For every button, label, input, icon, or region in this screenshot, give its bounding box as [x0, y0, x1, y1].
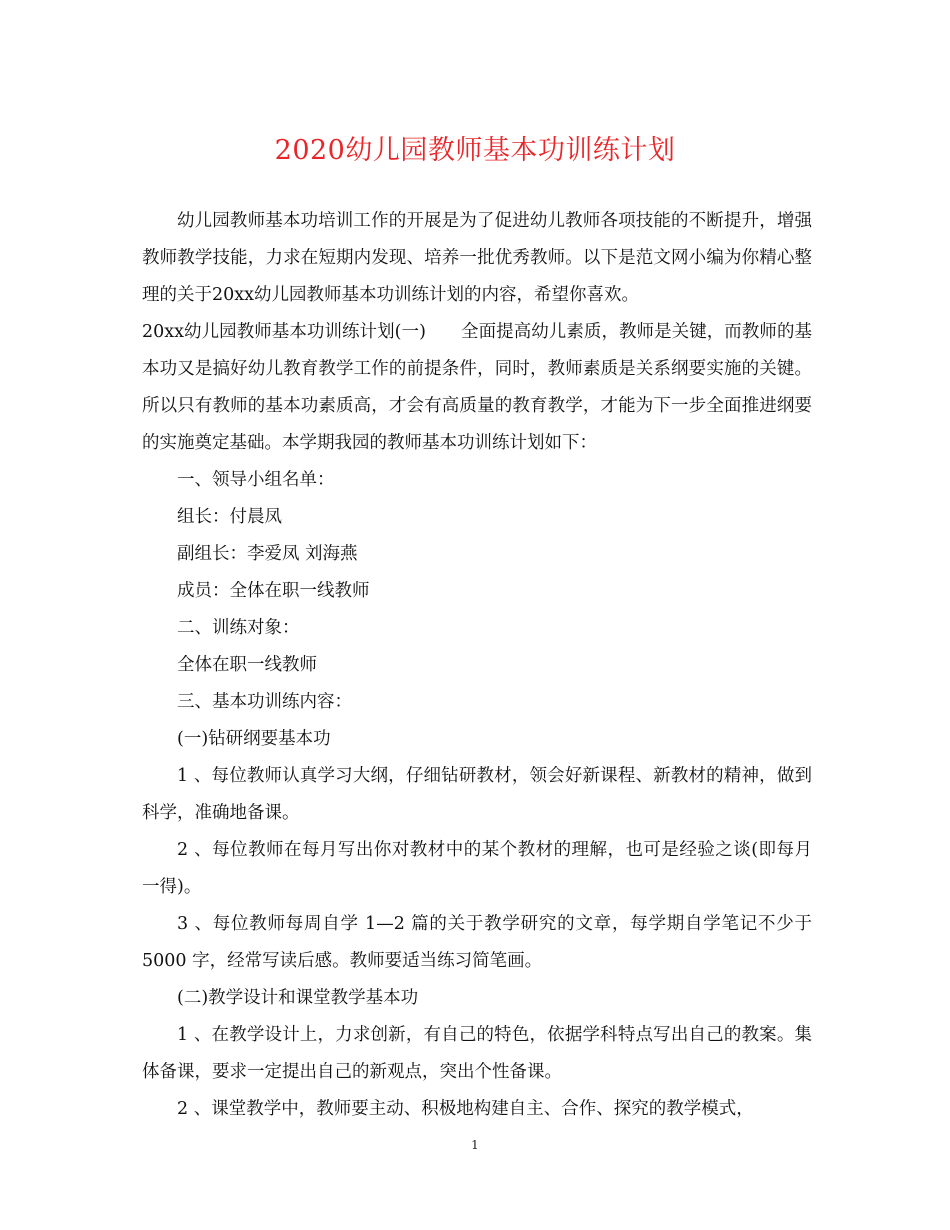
- subsection-heading-2: (二)教学设计和课堂教学基本功: [177, 988, 419, 1008]
- section-heading-targets: 二、训练对象：: [177, 618, 300, 638]
- section-heading-content: 三、基本功训练内容：: [177, 692, 352, 712]
- page-number: 1: [471, 1138, 479, 1152]
- list-item-2-1: 1 、在教学设计上，力求创新，有自己的特色，依据学科特点写出自己的教案。集体备课，要求一定提出自己的新观点，突出个性备课。: [142, 1025, 812, 1082]
- list-item-1-3: 3 、每位教师每周自学 1—2 篇的关于教学研究的文章，每学期自学笔记不少于 5000 字，经常写读后感。教师要适当练习简笔画。: [142, 914, 812, 971]
- paragraph-targets: 全体在职一线教师: [177, 655, 317, 675]
- paragraph-intro: 幼儿园教师基本功培训工作的开展是为了促进幼儿教师各项技能的不断提升，增强教师教学技能，力求在短期内发现、培养一批优秀教师。以下是范文网小编为你精心整理的关于20xx幼儿园教师基本功训练计划的内容，希望你喜欢。: [142, 211, 812, 305]
- paragraph-plan-intro: 20xx幼儿园教师基本功训练计划(一) 全面提高幼儿素质，教师是关键，而教师的基本功又是搞好幼儿教育教学工作的前提条件，同时，教师素质是关系纲要实施的关键。所以只有教师的基本功素质高，才会有高质量的教育教学，才能为下一步全面推进纲要的实施奠定基础。本学期我园的教师基本功训练计划如下：: [142, 322, 812, 453]
- document-body: [142, 203, 812, 1128]
- list-item-deputy-leader: 副组长：李爱凤 刘海燕: [177, 544, 358, 564]
- list-item-1-2: 2 、每位教师在每月写出你对教材中的某个教材的理解，也可是经验之谈(即每月一得)。: [142, 840, 812, 897]
- list-item-1-1: 1 、每位教师认真学习大纲，仔细钻研教材，领会好新课程、新教材的精神，做到科学，准确地备课。: [142, 766, 812, 823]
- list-item-2-2: 2 、课堂教学中，教师要主动、积极地构建自主、合作、探究的教学模式，: [177, 1099, 754, 1119]
- subsection-heading-1: (一)钻研纲要基本功: [177, 729, 331, 749]
- document-title: 2020幼儿园教师基本功训练计划: [274, 135, 676, 166]
- section-heading-leadership: 一、领导小组名单：: [177, 470, 335, 490]
- list-item-members: 成员：全体在职一线教师: [177, 581, 370, 601]
- list-item-leader: 组长：付晨凤: [177, 507, 282, 527]
